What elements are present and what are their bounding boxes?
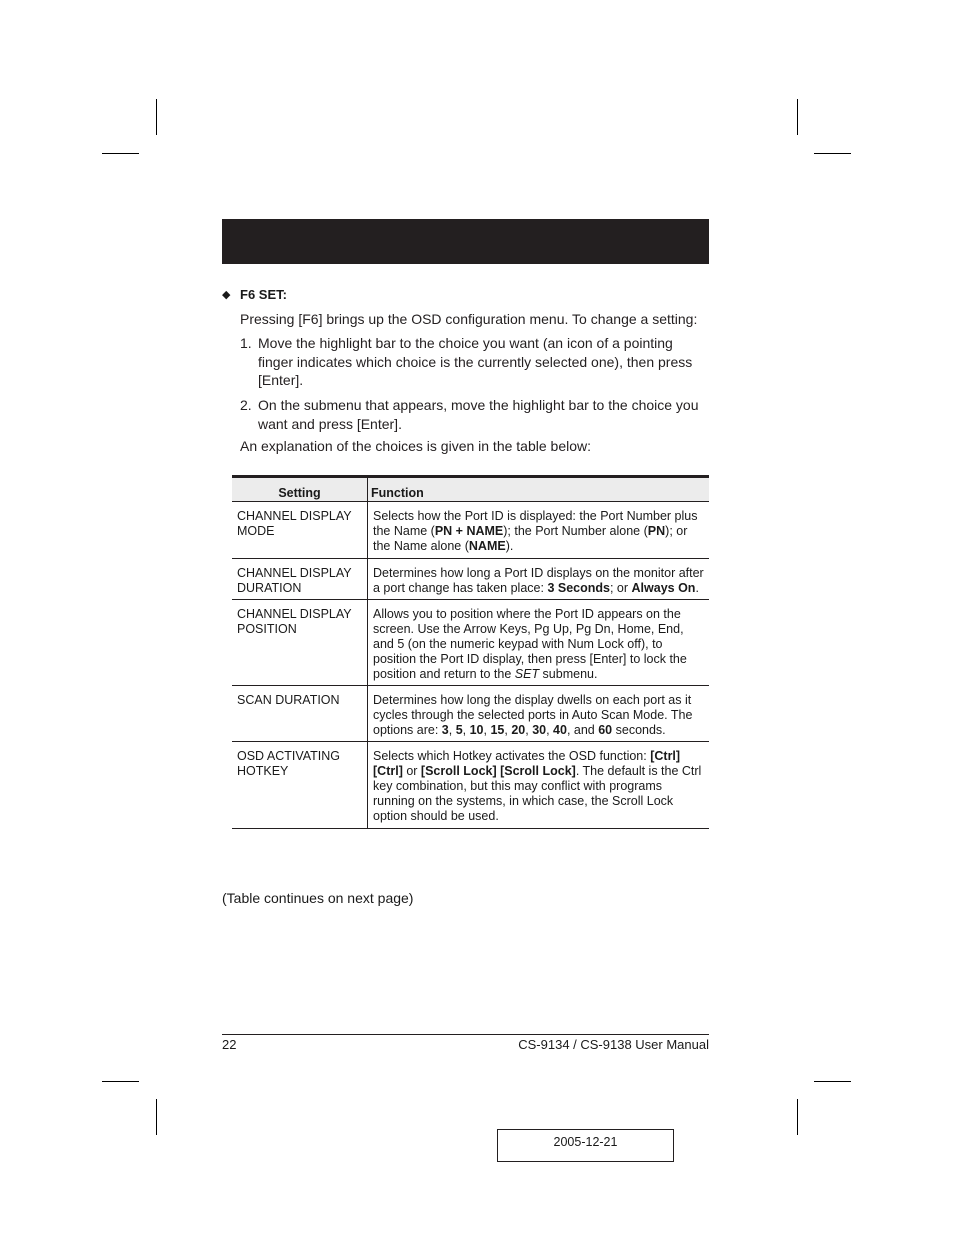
function-text: [Ctrl] [Ctrl] <box>373 749 681 778</box>
function-text: ). <box>505 539 514 553</box>
footer-rule <box>222 1034 709 1035</box>
setting-line: SCAN DURATION <box>237 693 340 707</box>
step-number: 1. <box>240 335 252 351</box>
function-text: NAME <box>468 539 506 553</box>
function-text: 60 <box>598 723 613 737</box>
function-text: , and <box>566 723 599 737</box>
setting-line: CHANNEL DISPLAY <box>237 607 352 621</box>
table-row <box>232 502 709 559</box>
function-text: Selects how the Port ID is displayed: the Port Number plus the Name ( <box>373 509 698 538</box>
function-text: , <box>483 723 491 737</box>
crop-mark <box>156 99 157 135</box>
crop-mark <box>102 153 139 154</box>
setting-line: MODE <box>237 524 275 538</box>
function-text: 20 <box>511 723 526 737</box>
function-text: Always On <box>631 581 696 595</box>
date-stamp: 2005-12-21 <box>497 1129 674 1162</box>
crop-mark <box>814 153 851 154</box>
function-text: seconds. <box>612 723 666 737</box>
crop-mark <box>797 99 798 135</box>
table-body <box>232 502 709 829</box>
manual-name: CS-9134 / CS-9138 User Manual <box>518 1037 709 1052</box>
function-text: PN <box>647 524 666 538</box>
function-text: ; or <box>609 581 632 595</box>
function-text: 5 <box>455 723 463 737</box>
function-text: [Scroll Lock] [Scroll Lock] <box>420 764 576 778</box>
step-text: Move the highlight bar to the choice you want (an icon of a pointing finger indicates which choice is the currently selected one), then press [Enter]. <box>258 335 693 388</box>
function-cell <box>368 600 709 685</box>
function-text: , <box>546 723 554 737</box>
function-text: or <box>402 764 421 778</box>
function-text: PN + NAME <box>434 524 504 538</box>
function-text: , <box>448 723 456 737</box>
function-text: 15 <box>490 723 505 737</box>
function-text: Allows you to position where the Port ID appears on the screen. Use the Arrow Keys, Pg Up, Pg Dn, Home, End, and 5 (on the numeric keypad with Num Lock off), to position the Port ID display, then press [Enter] to lock the position and return to the <box>373 607 687 681</box>
setting-line: OSD ACTIVATING <box>237 749 341 763</box>
function-text: 10 <box>469 723 484 737</box>
table-row <box>232 686 709 742</box>
table-header-row <box>232 478 709 502</box>
outro-paragraph: An explanation of the choices is given in the table below: <box>240 438 592 454</box>
chapter-header-bar <box>222 219 709 264</box>
function-cell <box>368 502 709 558</box>
crop-mark <box>797 1099 798 1135</box>
function-text: 3 Seconds <box>547 581 610 595</box>
setting-line: CHANNEL DISPLAY <box>237 566 352 580</box>
function-text: ); or the Name alone ( <box>373 524 688 553</box>
function-cell <box>368 742 709 828</box>
setting-cell <box>232 686 368 741</box>
step-text: On the submenu that appears, move the highlight bar to the choice you want and press [Enter]. <box>258 397 699 432</box>
settings-table <box>232 475 709 829</box>
function-text: 3 <box>441 723 449 737</box>
setting-line: POSITION <box>237 622 297 636</box>
intro-paragraph: Pressing [F6] brings up the OSD configuration menu. To change a setting: <box>240 311 698 327</box>
crop-mark <box>814 1081 851 1082</box>
table-row <box>232 600 709 686</box>
setting-cell <box>232 600 368 685</box>
crop-mark <box>102 1081 139 1082</box>
function-text: . The default is the Ctrl key combination, but this may conflict with programs running on the systems, in which case, the Scroll Lock option should be used. <box>373 764 702 823</box>
table-row <box>232 559 709 600</box>
function-text: , <box>525 723 533 737</box>
function-text: 40 <box>553 723 567 737</box>
function-text: ); the Port Number alone ( <box>503 524 648 538</box>
table-continues-note: (Table continues on next page) <box>222 890 414 906</box>
step-number: 2. <box>240 397 252 413</box>
function-text: SET <box>514 667 540 681</box>
setting-cell <box>232 559 368 599</box>
column-header-function: Function <box>371 486 424 500</box>
table-row <box>232 742 709 829</box>
page-number: 22 <box>222 1037 237 1052</box>
setting-cell <box>232 502 368 558</box>
section-title: F6 SET: <box>240 287 287 302</box>
setting-line: HOTKEY <box>237 764 289 778</box>
function-text: , <box>504 723 512 737</box>
setting-line: CHANNEL DISPLAY <box>237 509 352 523</box>
function-cell <box>368 686 709 741</box>
function-text: Determines how long a Port ID displays on the monitor after a port change has taken place: <box>373 566 704 595</box>
function-text: , <box>462 723 470 737</box>
function-text: submenu. <box>539 667 598 681</box>
setting-line: DURATION <box>237 581 302 595</box>
diamond-bullet-icon: ◆ <box>222 289 231 301</box>
crop-mark <box>156 1099 157 1135</box>
function-cell <box>368 559 709 599</box>
function-text: . <box>695 581 699 595</box>
setting-cell <box>232 742 368 828</box>
function-text: Selects which Hotkey activates the OSD function: <box>373 749 651 763</box>
column-header-setting: Setting <box>232 478 368 501</box>
function-text: 30 <box>532 723 547 737</box>
function-text: Determines how long the display dwells on each port as it cycles through the selected ports in Auto Scan Mode. The options are: <box>373 693 693 737</box>
